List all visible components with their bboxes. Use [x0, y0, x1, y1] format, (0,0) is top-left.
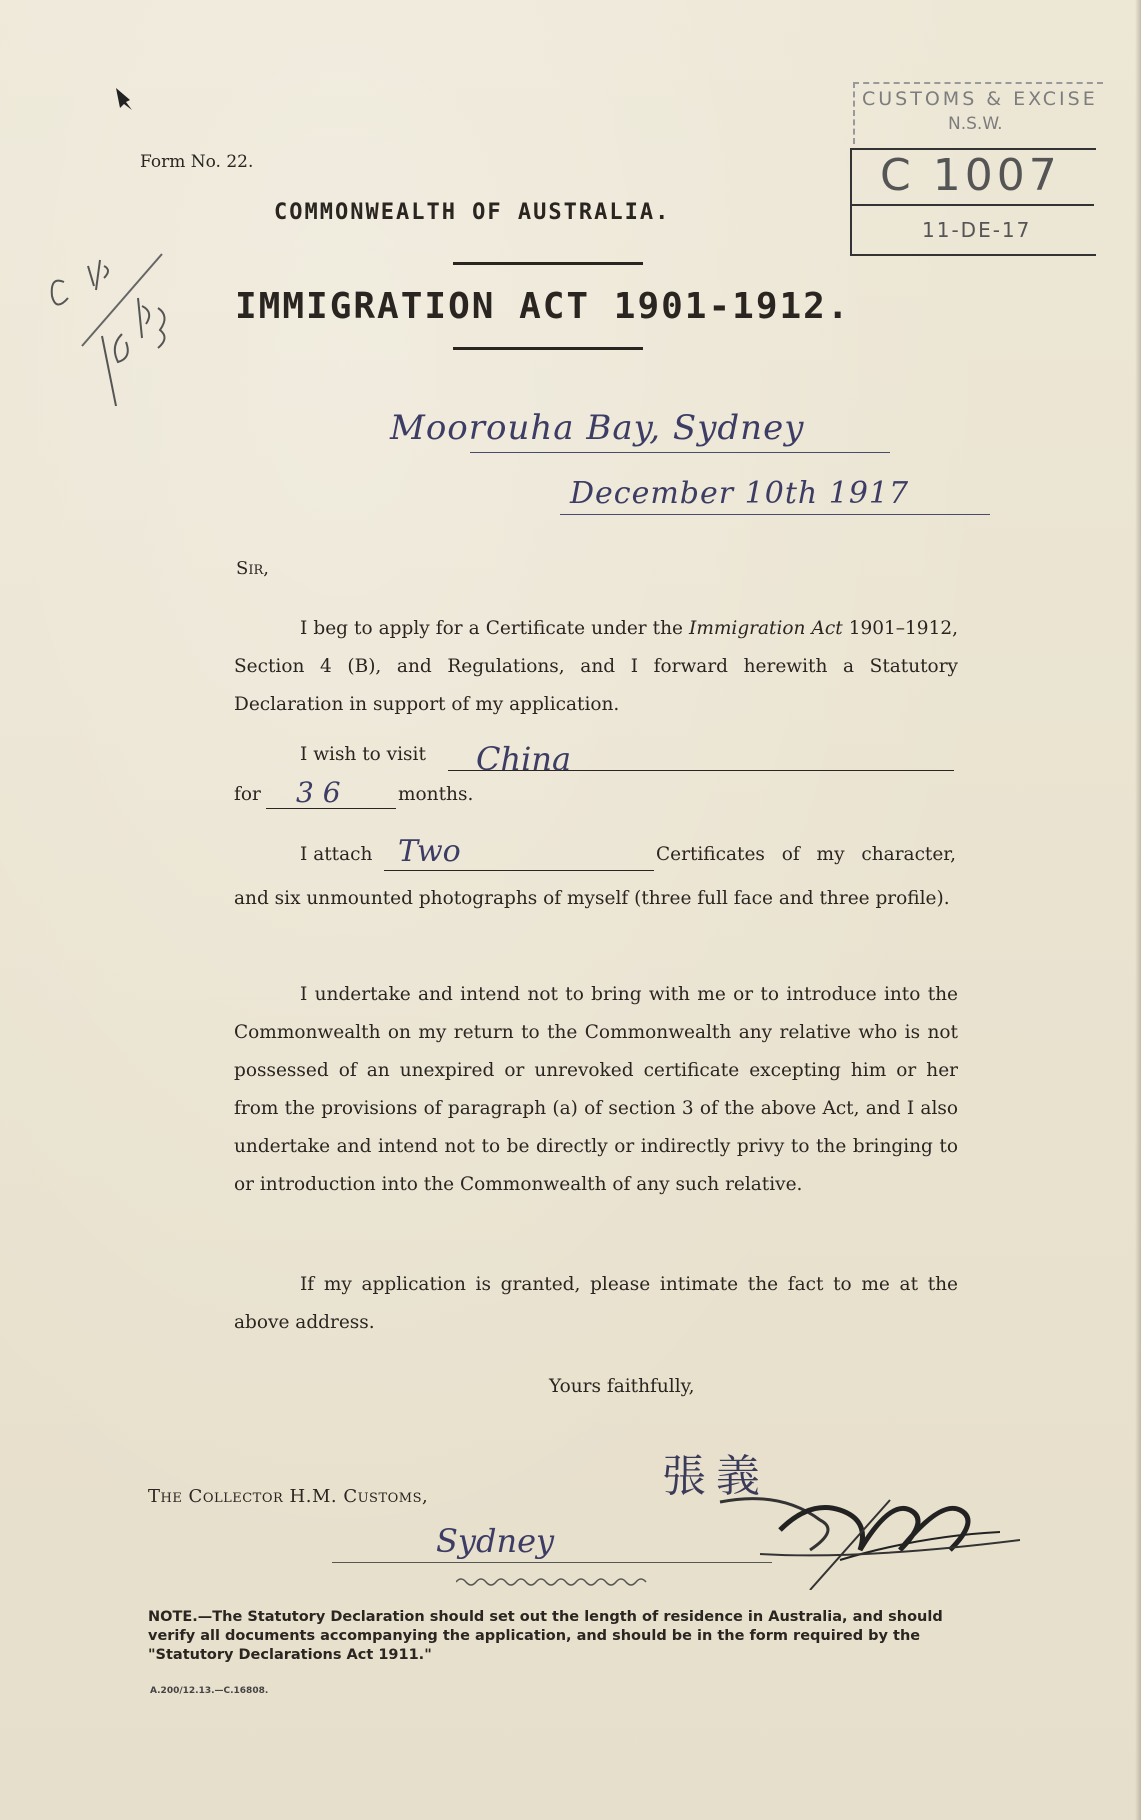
duration-value: 3 6 [296, 776, 341, 809]
date-underline [560, 514, 990, 515]
photographs-text: and six unmounted photographs of myself (three full face and three profile). [234, 888, 950, 909]
stamp-date: 11-DE-17 [922, 218, 1032, 242]
form-number: Form No. 22. [140, 152, 254, 172]
stamp-top-text: CUSTOMS & EXCISE [862, 88, 1098, 110]
salutation: Sir, [236, 558, 269, 579]
visit-destination: China [476, 740, 572, 778]
commonwealth-heading: COMMONWEALTH OF AUSTRALIA. [274, 200, 671, 225]
addressee-line [332, 1562, 772, 1563]
footnote: NOTE.—The Statutory Declaration should set out the length of residence in Australia, and should verify all documents accompanying the application, and should be in the form required by the "Statutory Declarations Act 1911." [148, 1609, 943, 1663]
visit-label: I wish to visit [300, 744, 426, 765]
para1-text-c: 1901–1912, Section 4 (B), and Regulations, and I forward herewith a Statutory Declaration in support of my application. [234, 618, 958, 715]
handwritten-address: Moorouha Bay, Sydney [390, 408, 805, 448]
wavy-underline-icon [456, 1576, 656, 1588]
certificates-text: Certificates of my character, [656, 844, 956, 865]
stamp-divider [850, 204, 1094, 206]
closing: Yours faithfully, [549, 1376, 695, 1397]
signature-scribble-icon [660, 1440, 1040, 1590]
para1-text-a: I beg to apply for a Certificate under the [300, 618, 690, 639]
title-rule-bottom [453, 347, 643, 350]
signature [660, 1440, 1040, 1590]
for-label: for [234, 784, 261, 805]
months-label: months. [398, 784, 474, 805]
corner-mark-icon [114, 86, 134, 112]
para1-act-italic: Immigration Act [689, 618, 843, 639]
page-edge [1135, 0, 1141, 1820]
printer-code: A.200/12.13.—C.16808. [150, 1686, 269, 1696]
title-rule-top [453, 262, 643, 265]
margin-pencil-note [42, 246, 192, 406]
addressee: The Collector H.M. Customs, [148, 1486, 429, 1507]
handwritten-date: December 10th 1917 [570, 476, 910, 511]
attach-blank-line [384, 870, 654, 871]
attach-label: I attach [300, 844, 373, 865]
address-request-text: If my application is granted, please intimate the fact to me at the above address. [234, 1274, 958, 1333]
addressee-place: Sydney [436, 1522, 555, 1560]
undertaking-paragraph [234, 976, 958, 1204]
application-paragraph [234, 610, 958, 724]
address-request-paragraph [234, 1266, 958, 1342]
address-underline [470, 452, 890, 453]
act-title: IMMIGRATION ACT 1901-1912. [235, 286, 851, 327]
stamp-subtext: N.S.W. [948, 114, 1003, 134]
attach-count: Two [398, 834, 461, 869]
stamp-number: C 1007 [880, 150, 1061, 201]
undertaking-text: I undertake and intend not to bring with me or to introduce into the Commonwealth on my return to the Commonwealth any relative who is not possessed of an unexpired or unrevoked certificate excepting him or her from the provisions of paragraph (a) of section 3 of the above Act, and I also undertake and intend not to be directly or indirectly privy to the bringing to or introduction into the Commonwealth of any such relative. [234, 984, 958, 1195]
chinese-signature: 張義 [662, 1451, 770, 1502]
